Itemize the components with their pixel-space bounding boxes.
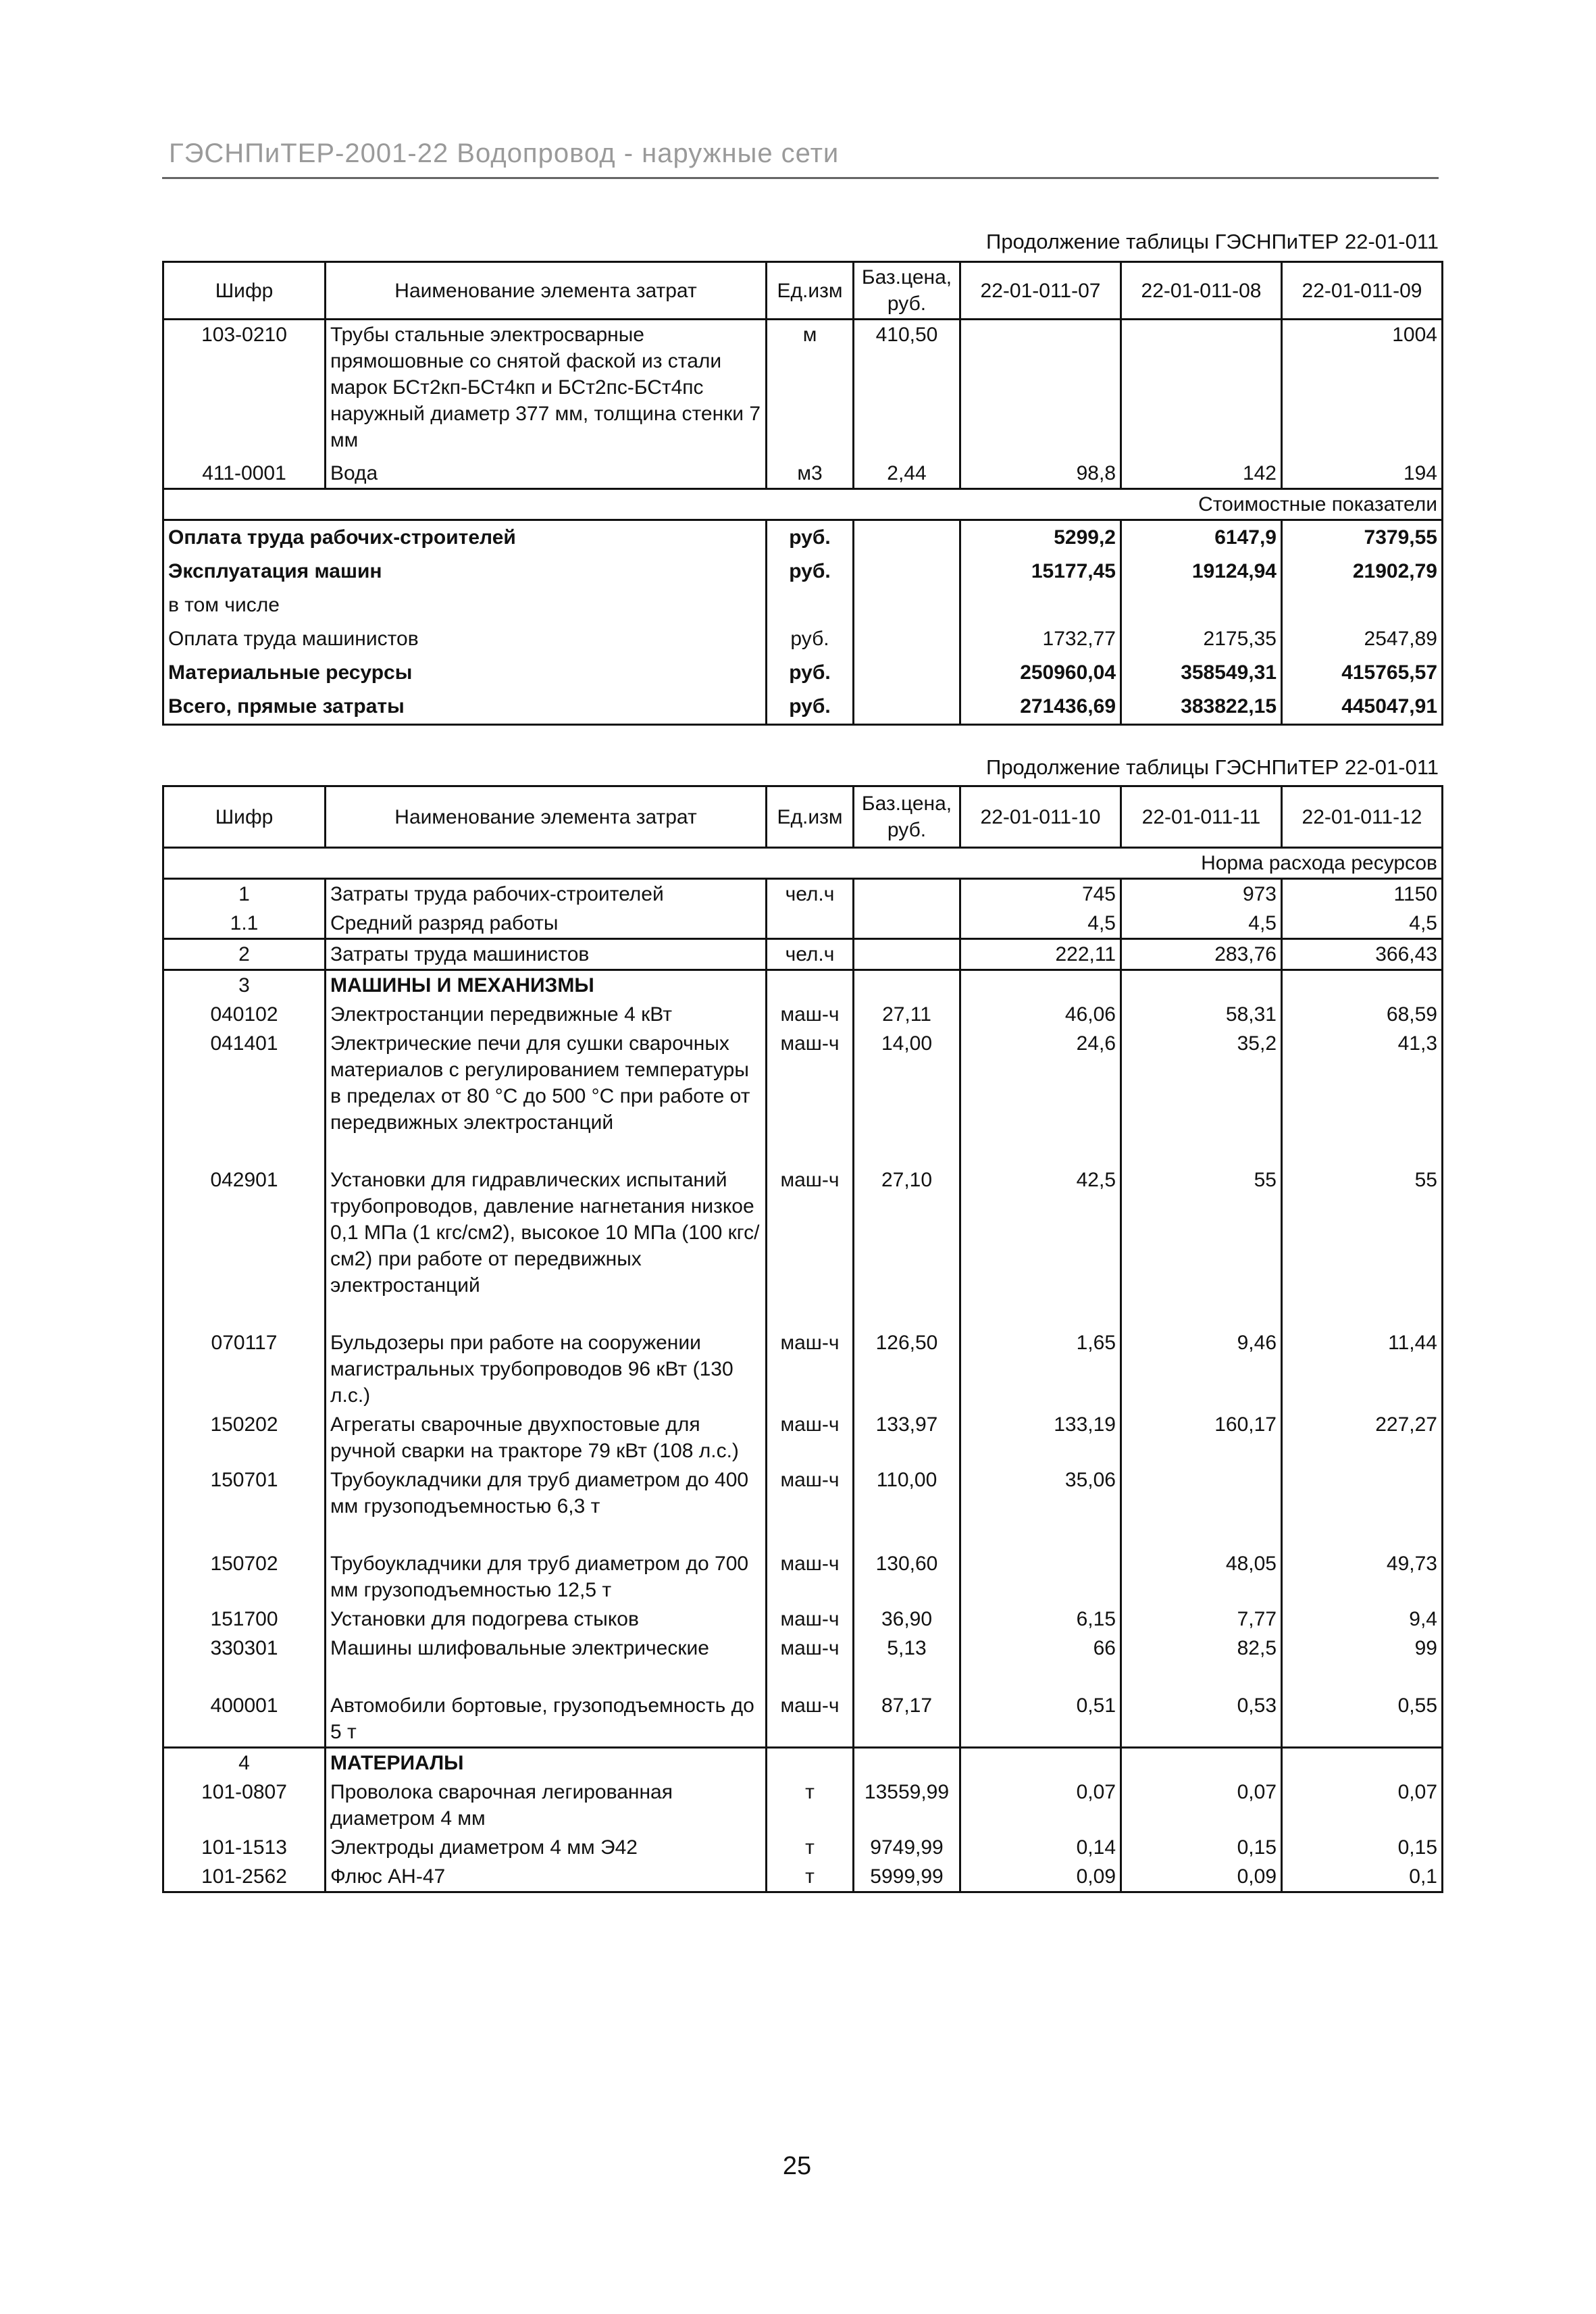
resource-code: 150702 — [163, 1549, 326, 1605]
norm-cell: 4,5 — [1121, 909, 1282, 939]
unit-cell: руб. — [767, 622, 854, 656]
norm-cell: 133,19 — [960, 1410, 1121, 1465]
norm-cell — [1282, 1465, 1443, 1549]
col-header-norm-12: 22-01-011-12 — [1282, 786, 1443, 848]
table-row — [163, 939, 1443, 970]
col-header-price: Баз.цена, руб. — [854, 262, 960, 320]
resource-code: 042901 — [163, 1165, 326, 1328]
resource-name: Установки для гидравлических испытаний трубопроводов, давление нагнетания низкое 0,1 МПа (1 кгс/см2), высокое 10 МПа (100 кгс/см2) при работе от передвижных электростанций — [326, 1165, 767, 1328]
resource-name: Вода — [326, 455, 767, 489]
cost-name: Материальные ресурсы — [163, 656, 767, 690]
unit-cell: маш-ч — [767, 1691, 854, 1748]
cost-name: в том числе — [163, 588, 767, 622]
resource-name: Проволока сварочная легированная диаметром 4 мм — [326, 1778, 767, 1833]
col-header-code: Шифр — [163, 786, 326, 848]
cost-cell: 358549,31 — [1121, 656, 1282, 690]
resource-name: Агрегаты сварочные двухпостовые для ручной сварки на тракторе 79 кВт (108 л.с.) — [326, 1410, 767, 1465]
norm-cell: 66 — [960, 1634, 1121, 1691]
norm-cell: 0,07 — [960, 1778, 1121, 1833]
resource-code: 3 — [163, 970, 326, 1001]
norm-cell: 0,53 — [1121, 1691, 1282, 1748]
table-row — [163, 1549, 1443, 1605]
norm-cell: 42,5 — [960, 1165, 1121, 1328]
cost-cell: 5299,2 — [960, 520, 1121, 555]
unit-cell: маш-ч — [767, 1165, 854, 1328]
resource-name: Затраты труда рабочих-строителей — [326, 879, 767, 909]
norm-cell — [960, 970, 1121, 1001]
unit-cell: м — [767, 320, 854, 455]
resource-code: 1 — [163, 879, 326, 909]
resource-code: 103-0210 — [163, 320, 326, 455]
resource-code: 040102 — [163, 1000, 326, 1029]
cost-cell — [1121, 588, 1282, 622]
resource-name: Бульдозеры при работе на сооружении магистральных трубопроводов 96 кВт (130 л.с.) — [326, 1328, 767, 1410]
resource-name: Трубы стальные электросварные прямошовные со снятой фаской из стали марок БСт2кп-БСт4кп и БСт2пс-БСт4пс наружный диаметр 377 мм, толщина стенки 7 мм — [326, 320, 767, 455]
table-row — [163, 1328, 1443, 1410]
resource-name: Флюс АН-47 — [326, 1862, 767, 1892]
norm-cell: 9,46 — [1121, 1328, 1282, 1410]
norm-cell: 82,5 — [1121, 1634, 1282, 1691]
resource-code: 1.1 — [163, 909, 326, 939]
resource-name: Затраты труда машинистов — [326, 939, 767, 970]
norm-cell: 9,4 — [1282, 1605, 1443, 1634]
base-price-cell: 410,50 — [854, 320, 960, 455]
norm-cell: 49,73 — [1282, 1549, 1443, 1605]
col-header-name: Наименование элемента затрат — [326, 786, 767, 848]
unit-cell — [767, 970, 854, 1001]
norm-cell: 745 — [960, 879, 1121, 909]
col-header-norm-09: 22-01-011-09 — [1282, 262, 1443, 320]
base-price-cell — [854, 690, 960, 725]
norm-cell — [1282, 1748, 1443, 1778]
unit-cell: руб. — [767, 520, 854, 555]
resource-name: Электростанции передвижные 4 кВт — [326, 1000, 767, 1029]
unit-cell: маш-ч — [767, 1634, 854, 1691]
norm-cell: 24,6 — [960, 1029, 1121, 1165]
norm-cell: 46,06 — [960, 1000, 1121, 1029]
norm-cell: 227,27 — [1282, 1410, 1443, 1465]
base-price-cell: 87,17 — [854, 1691, 960, 1748]
unit-cell: т — [767, 1778, 854, 1833]
table-row — [163, 909, 1443, 939]
cost-name: Оплата труда машинистов — [163, 622, 767, 656]
norm-cell — [960, 1748, 1121, 1778]
table-row — [163, 1833, 1443, 1862]
norm-cell: 366,43 — [1282, 939, 1443, 970]
col-header-unit: Ед.изм — [767, 786, 854, 848]
norm-cell: 99 — [1282, 1634, 1443, 1691]
section-title: МАТЕРИАЛЫ — [326, 1748, 767, 1778]
cost-cell: 7379,55 — [1282, 520, 1443, 555]
base-price-cell — [854, 970, 960, 1001]
norm-cell: 142 — [1121, 455, 1282, 489]
norm-cell: 35,06 — [960, 1465, 1121, 1549]
band-label: Стоимостные показатели — [163, 489, 1443, 520]
col-header-unit: Ед.изм — [767, 262, 854, 320]
base-price-cell: 36,90 — [854, 1605, 960, 1634]
resource-code: 101-0807 — [163, 1778, 326, 1833]
col-header-norm-07: 22-01-011-07 — [960, 262, 1121, 320]
section-title: МАШИНЫ И МЕХАНИЗМЫ — [326, 970, 767, 1001]
resource-name: Электроды диаметром 4 мм Э42 — [326, 1833, 767, 1862]
cost-cell: 1732,77 — [960, 622, 1121, 656]
cost-cell: 19124,94 — [1121, 555, 1282, 588]
cost-cell — [1282, 588, 1443, 622]
base-price-cell: 5,13 — [854, 1634, 960, 1691]
resource-name: Средний разряд работы — [326, 909, 767, 939]
norm-cell: 194 — [1282, 455, 1443, 489]
resource-code: 400001 — [163, 1691, 326, 1748]
unit-cell: маш-ч — [767, 1328, 854, 1410]
cost-cell: 383822,15 — [1121, 690, 1282, 725]
base-price-cell — [854, 622, 960, 656]
cost-cell: 271436,69 — [960, 690, 1121, 725]
norm-cell: 4,5 — [960, 909, 1121, 939]
norm-cell: 68,59 — [1282, 1000, 1443, 1029]
norm-cell: 41,3 — [1282, 1029, 1443, 1165]
norm-cell: 0,07 — [1282, 1778, 1443, 1833]
norm-cell: 222,11 — [960, 939, 1121, 970]
cost-cell: 250960,04 — [960, 656, 1121, 690]
base-price-cell — [854, 656, 960, 690]
unit-cell: маш-ч — [767, 1549, 854, 1605]
norm-cell: 55 — [1121, 1165, 1282, 1328]
norm-cell: 0,1 — [1282, 1862, 1443, 1892]
unit-cell: маш-ч — [767, 1465, 854, 1549]
resource-code: 330301 — [163, 1634, 326, 1691]
running-header: ГЭСНПиТЕР-2001-22 Водопровод - наружные сети — [169, 139, 840, 168]
norm-cell: 58,31 — [1121, 1000, 1282, 1029]
base-price-cell — [854, 909, 960, 939]
table-row — [163, 1634, 1443, 1691]
norm-cell: 283,76 — [1121, 939, 1282, 970]
base-price-cell: 110,00 — [854, 1465, 960, 1549]
unit-cell — [767, 588, 854, 622]
norm-cell: 1004 — [1282, 320, 1443, 455]
unit-cell: маш-ч — [767, 1410, 854, 1465]
base-price-cell: 5999,99 — [854, 1862, 960, 1892]
cost-cell: 6147,9 — [1121, 520, 1282, 555]
norm-cell — [1282, 970, 1443, 1001]
norm-cell — [1121, 1465, 1282, 1549]
norm-cell — [960, 320, 1121, 455]
table-row — [163, 879, 1443, 909]
base-price-cell: 27,11 — [854, 1000, 960, 1029]
col-header-norm-10: 22-01-011-10 — [960, 786, 1121, 848]
unit-cell: т — [767, 1833, 854, 1862]
cost-cell: 15177,45 — [960, 555, 1121, 588]
cost-name: Эксплуатация машин — [163, 555, 767, 588]
unit-cell: чел.ч — [767, 879, 854, 909]
resource-code: 4 — [163, 1748, 326, 1778]
norm-cell — [1121, 970, 1282, 1001]
base-price-cell — [854, 555, 960, 588]
norm-cell: 0,55 — [1282, 1691, 1443, 1748]
resource-code: 151700 — [163, 1605, 326, 1634]
section-row — [163, 970, 1443, 1001]
header-rule — [162, 177, 1439, 179]
norm-cell — [1121, 320, 1282, 455]
resource-name: Трубоукладчики для труб диаметром до 700 мм грузоподъемностью 12,5 т — [326, 1549, 767, 1605]
table-row — [163, 1778, 1443, 1833]
resource-code: 101-1513 — [163, 1833, 326, 1862]
base-price-cell: 27,10 — [854, 1165, 960, 1328]
base-price-cell: 126,50 — [854, 1328, 960, 1410]
table1-caption: Продолжение таблицы ГЭСНПиТЕР 22-01-011 — [986, 230, 1439, 253]
resource-name: Установки для подогрева стыков — [326, 1605, 767, 1634]
resource-table-1 — [162, 261, 1443, 726]
table-row — [163, 1691, 1443, 1748]
norm-cell: 1150 — [1282, 879, 1443, 909]
table-row — [163, 1000, 1443, 1029]
cost-row — [163, 588, 1443, 622]
table2-caption: Продолжение таблицы ГЭСНПиТЕР 22-01-011 — [986, 755, 1439, 779]
section-band — [163, 848, 1443, 879]
norm-cell: 4,5 — [1282, 909, 1443, 939]
col-header-name: Наименование элемента затрат — [326, 262, 767, 320]
table-row — [163, 1029, 1443, 1165]
cost-cell: 445047,91 — [1282, 690, 1443, 725]
base-price-cell: 13559,99 — [854, 1778, 960, 1833]
base-price-cell — [854, 1748, 960, 1778]
norm-cell: 7,77 — [1121, 1605, 1282, 1634]
band-label: Норма расхода ресурсов — [163, 848, 1443, 879]
norm-cell — [960, 1549, 1121, 1605]
col-header-code: Шифр — [163, 262, 326, 320]
section-band — [163, 489, 1443, 520]
table-row — [163, 1465, 1443, 1549]
table-row — [163, 320, 1443, 455]
col-header-price: Баз.цена, руб. — [854, 786, 960, 848]
page-number: 25 — [782, 2152, 812, 2180]
norm-cell: 160,17 — [1121, 1410, 1282, 1465]
unit-cell: руб. — [767, 656, 854, 690]
table2-header-row — [163, 786, 1443, 848]
unit-cell: руб. — [767, 555, 854, 588]
cost-row — [163, 520, 1443, 555]
base-price-cell: 133,97 — [854, 1410, 960, 1465]
base-price-cell: 14,00 — [854, 1029, 960, 1165]
unit-cell: чел.ч — [767, 939, 854, 970]
norm-cell: 0,51 — [960, 1691, 1121, 1748]
col-header-norm-08: 22-01-011-08 — [1121, 262, 1282, 320]
resource-code: 2 — [163, 939, 326, 970]
cost-cell: 2547,89 — [1282, 622, 1443, 656]
cost-cell: 21902,79 — [1282, 555, 1443, 588]
resource-code: 041401 — [163, 1029, 326, 1165]
col-header-norm-11: 22-01-011-11 — [1121, 786, 1282, 848]
unit-cell: руб. — [767, 690, 854, 725]
base-price-cell: 9749,99 — [854, 1833, 960, 1862]
norm-cell: 6,15 — [960, 1605, 1121, 1634]
resource-code: 150202 — [163, 1410, 326, 1465]
cost-cell — [960, 588, 1121, 622]
unit-cell: м3 — [767, 455, 854, 489]
resource-name: Трубоукладчики для труб диаметром до 400 мм грузоподъемностью 6,3 т — [326, 1465, 767, 1549]
norm-cell: 0,09 — [1121, 1862, 1282, 1892]
norm-cell: 0,07 — [1121, 1778, 1282, 1833]
norm-cell: 0,15 — [1121, 1833, 1282, 1862]
unit-cell: маш-ч — [767, 1605, 854, 1634]
resource-name: Автомобили бортовые, грузоподъемность до 5 т — [326, 1691, 767, 1748]
norm-cell: 0,14 — [960, 1833, 1121, 1862]
unit-cell: маш-ч — [767, 1000, 854, 1029]
norm-cell: 48,05 — [1121, 1549, 1282, 1605]
norm-cell: 55 — [1282, 1165, 1443, 1328]
table1-header-row — [163, 262, 1443, 320]
norm-cell — [1121, 1748, 1282, 1778]
resource-code: 411-0001 — [163, 455, 326, 489]
table-row — [163, 1605, 1443, 1634]
resource-code: 101-2562 — [163, 1862, 326, 1892]
unit-cell — [767, 909, 854, 939]
cost-row — [163, 555, 1443, 588]
base-price-cell — [854, 939, 960, 970]
cost-row — [163, 656, 1443, 690]
norm-cell: 1,65 — [960, 1328, 1121, 1410]
resource-code: 070117 — [163, 1328, 326, 1410]
norm-cell: 0,15 — [1282, 1833, 1443, 1862]
resource-table-2 — [162, 785, 1443, 1893]
resource-name: Электрические печи для сушки сварочных материалов с регулированием температуры в пределах от 80 °С до 500 °С при работе от передвижных электростанций — [326, 1029, 767, 1165]
unit-cell: т — [767, 1862, 854, 1892]
norm-cell: 35,2 — [1121, 1029, 1282, 1165]
cost-row — [163, 690, 1443, 725]
base-price-cell — [854, 520, 960, 555]
base-price-cell: 130,60 — [854, 1549, 960, 1605]
resource-name: Машины шлифовальные электрические — [326, 1634, 767, 1691]
base-price-cell — [854, 588, 960, 622]
cost-row — [163, 622, 1443, 656]
cost-cell: 2175,35 — [1121, 622, 1282, 656]
cost-name: Всего, прямые затраты — [163, 690, 767, 725]
cost-cell: 415765,57 — [1282, 656, 1443, 690]
cost-name: Оплата труда рабочих-строителей — [163, 520, 767, 555]
unit-cell: маш-ч — [767, 1029, 854, 1165]
section-row — [163, 1748, 1443, 1778]
norm-cell: 11,44 — [1282, 1328, 1443, 1410]
resource-code: 150701 — [163, 1465, 326, 1549]
table-row — [163, 1165, 1443, 1328]
unit-cell — [767, 1748, 854, 1778]
table-row — [163, 455, 1443, 489]
base-price-cell: 2,44 — [854, 455, 960, 489]
norm-cell: 973 — [1121, 879, 1282, 909]
base-price-cell — [854, 879, 960, 909]
table-row — [163, 1862, 1443, 1892]
table-row — [163, 1410, 1443, 1465]
norm-cell: 98,8 — [960, 455, 1121, 489]
norm-cell: 0,09 — [960, 1862, 1121, 1892]
